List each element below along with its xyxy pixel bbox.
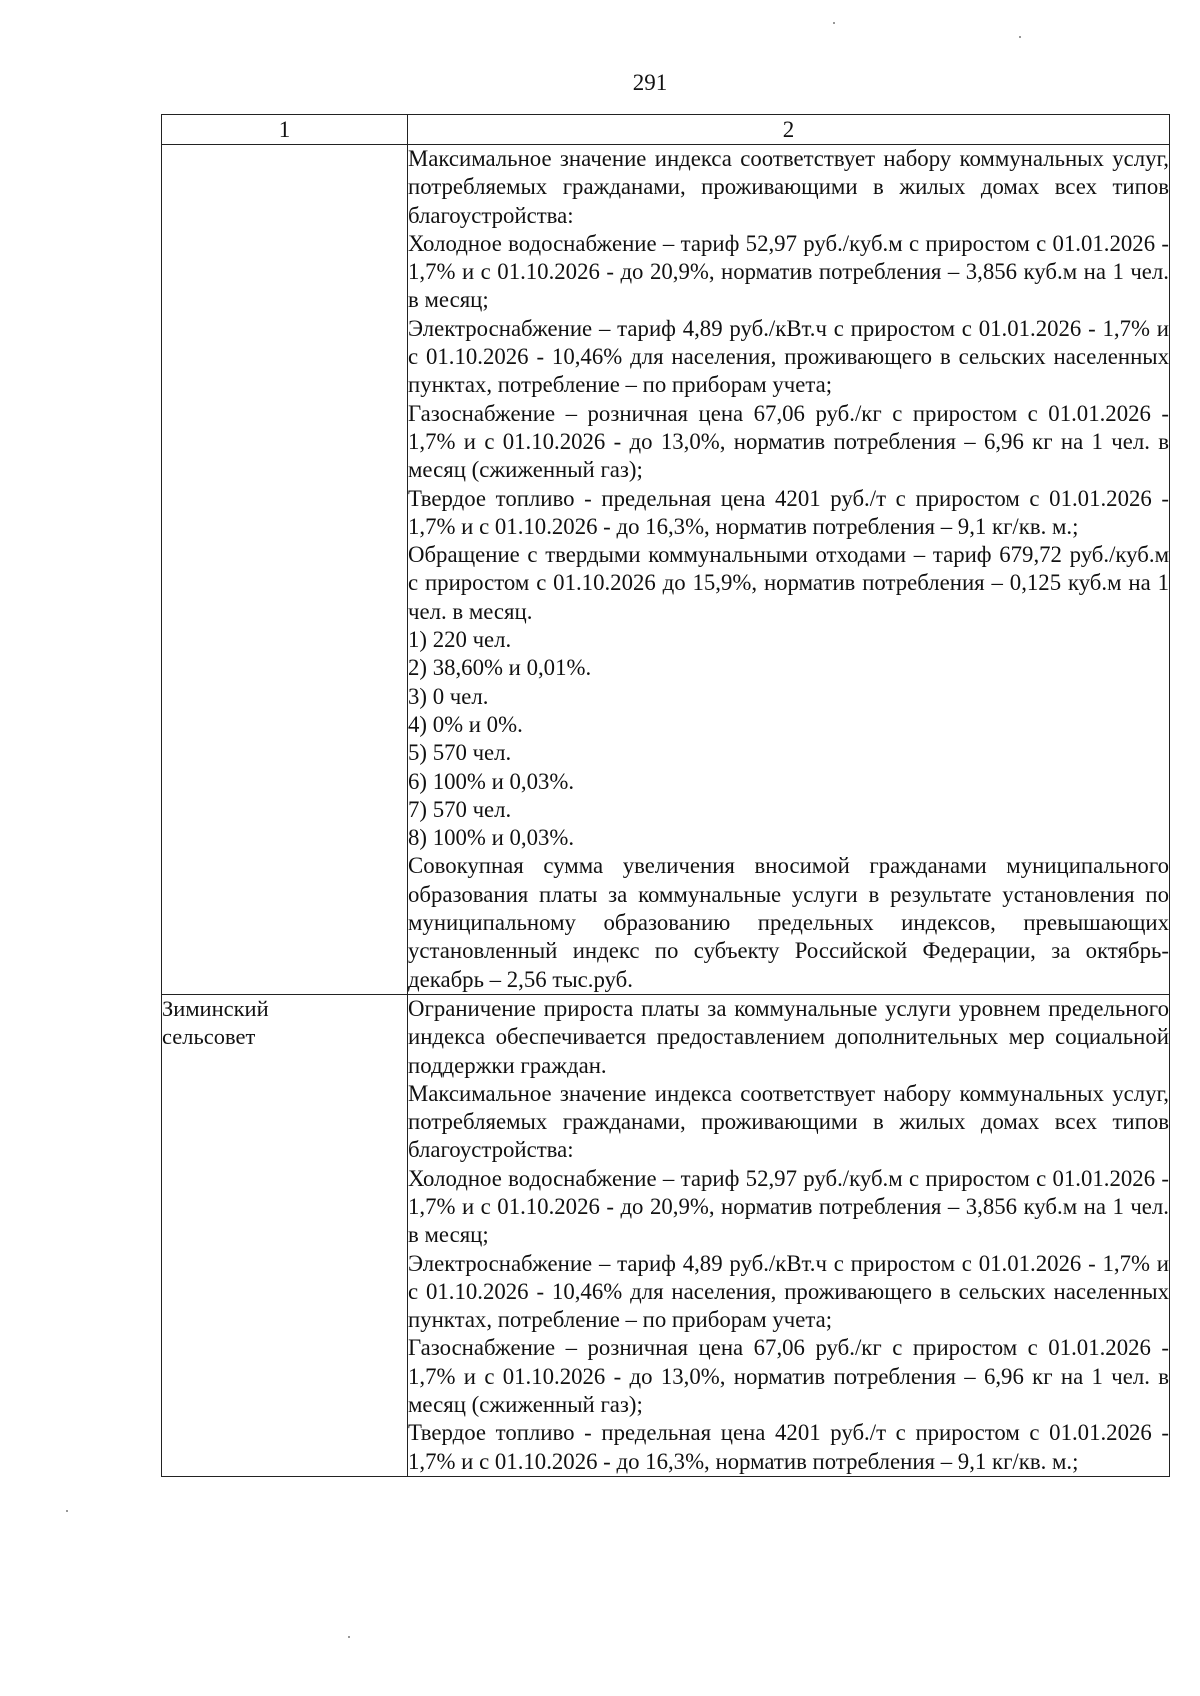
municipality-name-line: сельсовет: [162, 1024, 256, 1050]
description-cell: [408, 994, 1170, 1476]
list-item: 8) 100% и 0,03%.: [408, 825, 575, 851]
list-item: 4) 0% и 0%.: [408, 711, 523, 737]
table-row: [162, 145, 1170, 995]
list-item: 6) 100% и 0,03%.: [408, 768, 575, 794]
scan-speck: [66, 1510, 68, 1512]
paragraph: Холодное водоснабжение – тариф 52,97 руб./куб.м с приростом с 01.01.2026 - 1,7% и с 01.10.2026 - до 20,9%, норматив потребления – 3,856 куб.м на 1 чел. в месяц;: [408, 230, 1169, 313]
column-header-1: 1: [162, 115, 408, 145]
paragraph: Холодное водоснабжение – тариф 52,97 руб./куб.м с приростом с 01.01.2026 - 1,7% и с 01.10.2026 - до 20,9%, норматив потребления – 3,856 куб.м на 1 чел. в месяц;: [408, 1165, 1169, 1248]
paragraph: Ограничение прироста платы за коммунальные услуги уровнем предельного индекса обеспечивается предоставлением дополнительных мер социальной поддержки граждан.: [408, 995, 1169, 1078]
paragraph: Максимальное значение индекса соответствует набору коммунальных услуг, потребляемых гражданами, проживающими в жилых домах всех типов благоустройства:: [408, 146, 1169, 228]
table-row: [162, 994, 1170, 1476]
paragraph: Обращение с твердыми коммунальными отходами – тариф 679,72 руб./куб.м с приростом с 01.10.2026 до 15,9%, норматив потребления – 0,125 куб.м на 1 чел. в месяц.: [408, 542, 1169, 624]
scan-speck: [1019, 36, 1021, 38]
list-item: 2) 38,60% и 0,01%.: [408, 655, 592, 681]
scan-speck: [348, 1636, 350, 1638]
description-cell: [408, 145, 1170, 995]
paragraph: Электроснабжение – тариф 4,89 руб./кВт.ч с приростом с 01.01.2026 - 1,7% и с 01.10.2026 - 10,46% для населения, проживающего в сельских населенных пунктах, потребление – по приборам учета;: [408, 1250, 1169, 1333]
scan-speck: [833, 22, 835, 24]
paragraph: Максимальное значение индекса соответствует набору коммунальных услуг, потребляемых гражданами, проживающими в жилых домах всех типов благоустройства:: [408, 1080, 1169, 1163]
municipality-name-line: Зиминский: [162, 995, 269, 1021]
municipality-cell: [162, 145, 408, 995]
page-number: 291: [632, 70, 668, 95]
paragraph: Твердое топливо - предельная цена 4201 руб./т с приростом с 01.01.2026 - 1,7% и с 01.10.2026 - до 16,3%, норматив потребления – 9,1 кг/кв. м.;: [408, 485, 1169, 539]
list-item: 1) 220 чел.: [408, 627, 512, 653]
summary-paragraph: Совокупная сумма увеличения вносимой гражданами муниципального образования платы за коммунальные услуги в результате установления по муниципальному образованию предельных индексов, превышающих установленный индекс по субъекту Российской Федерации, за октябрь-декабрь – 2,56 тыс.руб.: [408, 853, 1169, 992]
list-item: 5) 570 чел.: [408, 740, 512, 766]
column-header-2: 2: [408, 115, 1170, 145]
table-header-row: [162, 115, 1170, 145]
municipality-cell: [162, 994, 408, 1476]
paragraph: Твердое топливо - предельная цена 4201 руб./т с приростом с 01.01.2026 - 1,7% и с 01.10.2026 - до 16,3%, норматив потребления – 9,1 кг/кв. м.;: [408, 1420, 1169, 1474]
paragraph: Электроснабжение – тариф 4,89 руб./кВт.ч с приростом с 01.01.2026 - 1,7% и с 01.10.2026 - 10,46% для населения, проживающего в сельских населенных пунктах, потребление – по приборам учета;: [408, 315, 1169, 398]
paragraph: Газоснабжение – розничная цена 67,06 руб./кг с приростом с 01.01.2026 - 1,7% и с 01.10.2026 - до 13,0%, норматив потребления – 6,96 кг на 1 чел. в месяц (сжиженный газ);: [408, 400, 1169, 483]
indices-table: [161, 114, 1170, 1477]
list-item: 7) 570 чел.: [408, 796, 512, 822]
list-item: 3) 0 чел.: [408, 683, 489, 709]
paragraph: Газоснабжение – розничная цена 67,06 руб./кг с приростом с 01.01.2026 - 1,7% и с 01.10.2026 - до 13,0%, норматив потребления – 6,96 кг на 1 чел. в месяц (сжиженный газ);: [408, 1335, 1169, 1418]
